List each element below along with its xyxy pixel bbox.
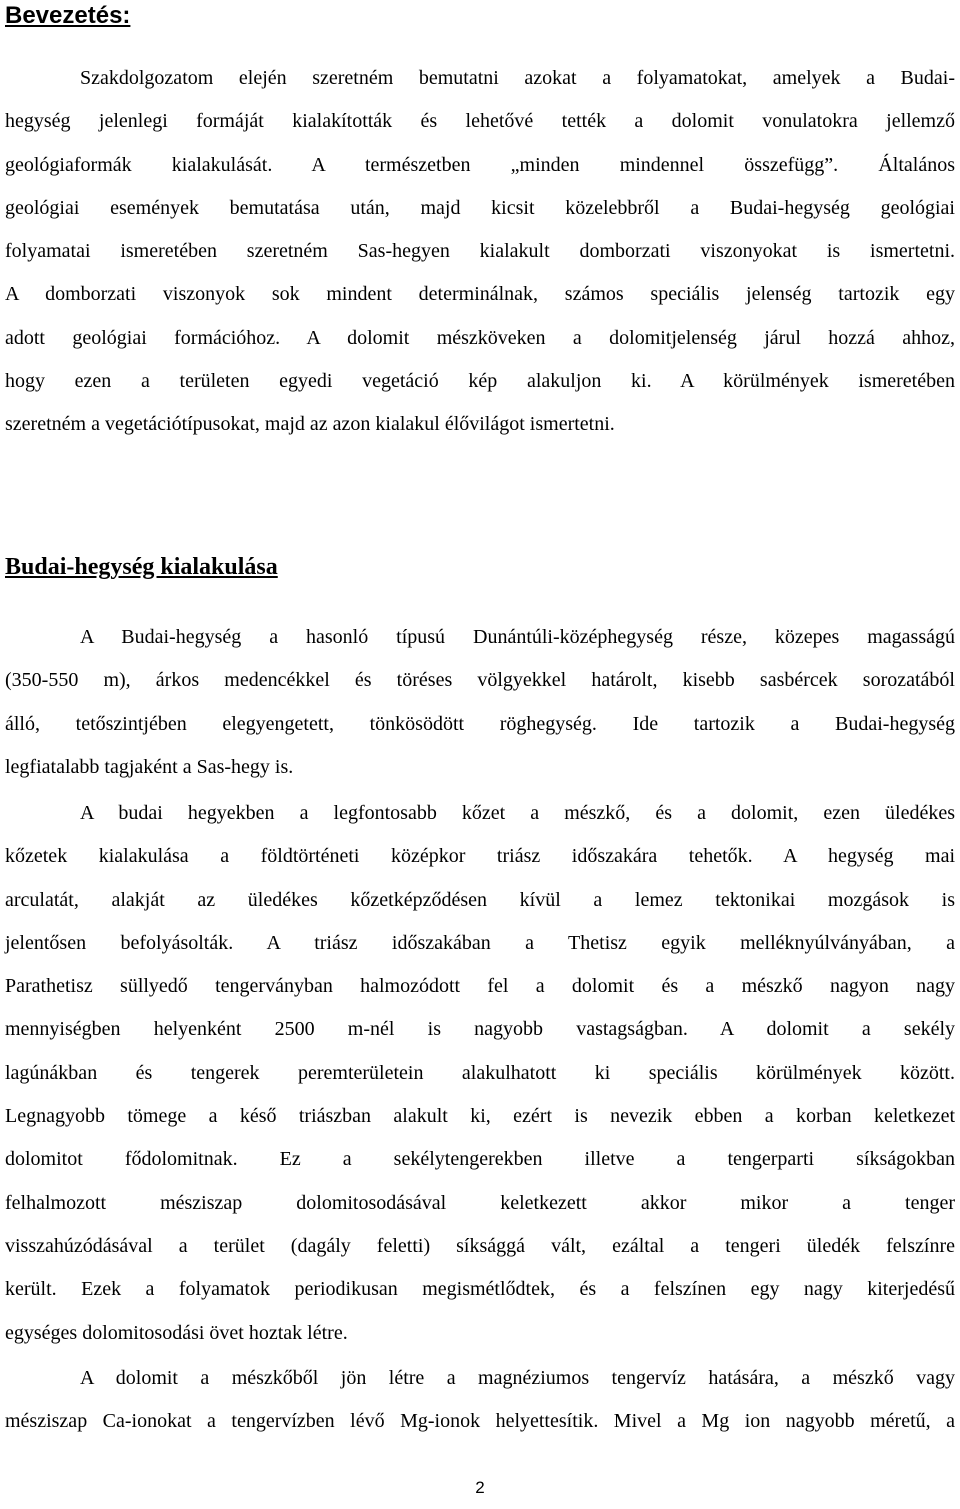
text-line: geológiaformák kialakulását. A természetben „minden mindennel összefügg”. Általános xyxy=(5,153,955,176)
text-line: (350-550 m), árkos medencékkel és töréses völgyekkel határolt, kisebb sasbércek sorozatából xyxy=(5,669,955,692)
text-line: adott geológiai formációhoz. A dolomit mészköveken a dolomitjelenség járul hozzá ahhoz, xyxy=(5,326,955,349)
text-line: A Budai-hegység a hasonló típusú Dunántúli-középhegység része, közepes magasságú xyxy=(80,626,955,648)
text-line: A domborzati viszonyok sok mindent determinálnak, számos speciális jelenség tartozik egy xyxy=(5,283,955,306)
text-line: Szakdolgozatom elején szeretném bemutatni azokat a folyamatokat, amelyek a Budai- xyxy=(80,67,955,89)
text-line: szeretném a vegetációtípusokat, majd az azon kialakul élővilágot ismertetni. xyxy=(5,413,615,436)
text-line: legfiatalabb tagjaként a Sas-hegy is. xyxy=(5,755,294,778)
paragraph-introduction xyxy=(5,57,955,447)
text-line: lagúnákban és tengerek peremterületein alakulhatott ki speciális körülmények között. xyxy=(5,1061,955,1084)
text-line: hegység jelenlegi formáját kialakították és lehetővé tették a dolomit vonulatokra jellemző xyxy=(5,110,955,133)
text-line: álló, tetőszintjében elegyengetett, tönkösödött röghegység. Ide tartozik a Budai-hegység xyxy=(5,712,955,735)
paragraph-budai-3 xyxy=(5,1357,955,1444)
heading-budai-hegyseg: Budai-hegység kialakulása xyxy=(5,554,278,580)
text-line: hogy ezen a területen egyedi vegetáció kép alakuljon ki. A körülmények ismeretében xyxy=(5,370,955,393)
text-line: folyamatai ismeretében szeretném Sas-hegyen kialakult domborzati viszonyokat is ismertetni. xyxy=(5,240,955,263)
text-line: A budai hegyekben a legfontosabb kőzet a mészkő, és a dolomit, ezen üledékes xyxy=(80,802,955,824)
text-line: visszahúzódásával a terület (dagály feletti) síksággá vált, ezáltal a tengeri üledék felszínre xyxy=(5,1234,955,1257)
text-line: arculatát, alakját az üledékes kőzetképződésen kívül a lemez tektonikai mozgások is xyxy=(5,888,955,911)
text-line: A dolomit a mészkőből jön létre a magnéziumos tengervíz hatására, a mészkő vagy xyxy=(80,1367,955,1389)
text-line: felhalmozott mésziszap dolomitosodásával keletkezett akkor mikor a tenger xyxy=(5,1191,955,1214)
text-line: Legnagyobb tömege a késő triászban alakult ki, ezért is nevezik ebben a korban keletkezet xyxy=(5,1105,955,1128)
text-line: jelentősen befolyásolták. A triász időszakában a Thetisz egyik melléknyúlványában, a xyxy=(5,931,955,954)
text-line: került. Ezek a folyamatok periodikusan megismétlődtek, és a felszínen egy nagy kiterjedésű xyxy=(5,1278,955,1301)
page-number: 2 xyxy=(475,1478,485,1497)
text-line: mennyiségben helyenként 2500 m-nél is nagyobb vastagságban. A dolomit a sekély xyxy=(5,1018,955,1041)
text-line: dolomitot fődolomitnak. Ez a sekélytengerekben illetve a tengerparti síkságokban xyxy=(5,1148,955,1171)
paragraph-budai-2 xyxy=(5,792,955,1355)
text-line: geológiai események bemutatása után, majd kicsit közelebbről a Budai-hegység geológiai xyxy=(5,196,955,219)
text-line: kőzetek kialakulása a földtörténeti középkor triász időszakára tehetők. A hegység mai xyxy=(5,845,955,868)
heading-introduction: Bevezetés: xyxy=(5,2,131,29)
text-line: egységes dolomitosodási övet hoztak létre. xyxy=(5,1321,348,1344)
text-line: mésziszap Ca-ionokat a tengervízben lévő Mg-ionok helyettesítik. Mivel a Mg ion nagyobb méretű, a xyxy=(5,1410,955,1433)
text-line: Parathetisz süllyedő tengerványban halmozódott fel a dolomit és a mészkő nagyon nagy xyxy=(5,975,955,998)
paragraph-budai-1 xyxy=(5,616,955,789)
